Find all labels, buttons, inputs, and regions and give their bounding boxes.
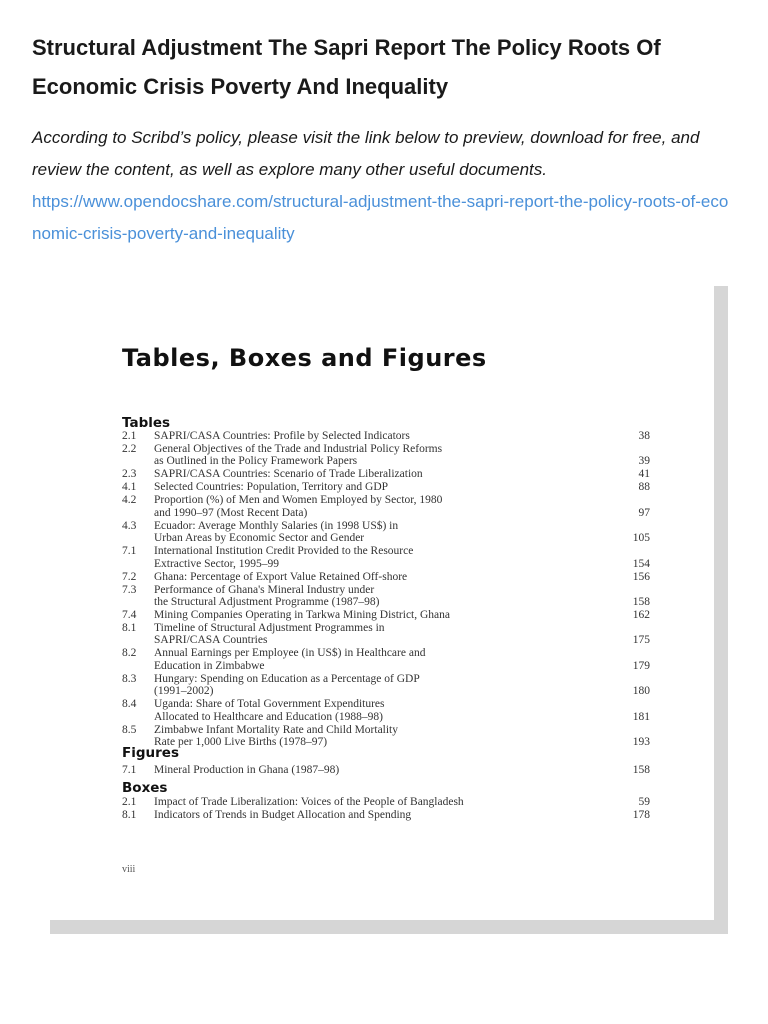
boxes-section-label: Boxes xyxy=(122,780,168,796)
entry-page-number: 97 xyxy=(638,506,650,519)
entry-number: 2.2 xyxy=(122,443,137,455)
tables-entry xyxy=(122,609,650,621)
document-heading: Tables, Boxes and Figures xyxy=(122,344,487,372)
page-folio: viii xyxy=(122,864,136,875)
entry-title xyxy=(154,520,614,545)
entry-number: 7.1 xyxy=(122,545,137,558)
entry-title-line: Selected Countries: Population, Territory and GDP xyxy=(154,481,389,494)
entry-title xyxy=(154,609,614,621)
entry-title-line: SAPRI/CASA Countries: Scenario of Trade Liberalization xyxy=(154,468,423,481)
entry-title-line: SAPRI/CASA Countries xyxy=(154,634,268,647)
entry-number: 8.4 xyxy=(122,698,137,711)
entry-page-number: 38 xyxy=(638,430,650,442)
entry-number: 8.1 xyxy=(122,622,137,634)
entry-number: 8.2 xyxy=(122,647,137,660)
entry-title-line: Annual Earnings per Employee (in US$) in Healthcare and xyxy=(154,647,426,660)
tables-entry xyxy=(122,545,650,570)
entry-title xyxy=(154,724,614,749)
entry-page-number: 179 xyxy=(632,659,650,672)
entry-number: 4.3 xyxy=(122,519,137,532)
entry-title-line: General Objectives of the Trade and Industrial Policy Reforms xyxy=(154,443,443,455)
tables-entry xyxy=(122,673,650,698)
entry-title xyxy=(154,443,614,468)
tables-entry xyxy=(122,698,650,723)
entry-title xyxy=(154,481,614,493)
entry-number: 7.3 xyxy=(122,583,137,596)
entry-number: 2.1 xyxy=(122,796,137,808)
entry-number: 4.1 xyxy=(122,481,137,494)
entry-number: 7.1 xyxy=(122,764,137,776)
tables-entry xyxy=(122,468,650,480)
entry-number: 2.1 xyxy=(122,430,137,442)
tables-entry xyxy=(122,430,650,442)
entry-title xyxy=(154,494,614,519)
entry-title xyxy=(154,468,614,480)
entry-title-line: Ghana: Percentage of Export Value Retained Off-shore xyxy=(154,570,408,583)
tables-entry xyxy=(122,647,650,672)
entry-title xyxy=(154,584,614,609)
tables-entry xyxy=(122,520,650,545)
entry-title xyxy=(154,796,614,808)
entry-title-line: Hungary: Spending on Education as a Percentage of GDP xyxy=(154,672,420,685)
entry-page-number: 178 xyxy=(632,809,650,821)
figures-entry xyxy=(122,764,650,776)
entry-title xyxy=(154,622,614,647)
entry-number: 7.4 xyxy=(122,609,137,621)
entry-title-line: (1991–2002) xyxy=(154,685,214,698)
entry-title-line: Performance of Ghana's Mineral Industry under xyxy=(154,583,375,596)
entry-page-number: 193 xyxy=(632,735,650,748)
entry-page-number: 162 xyxy=(632,609,650,621)
entry-title xyxy=(154,571,614,583)
figures-section-label: Figures xyxy=(122,745,179,761)
entry-title-line: Education in Zimbabwe xyxy=(154,659,265,672)
entry-title-line: Proportion (%) of Men and Women Employed by Sector, 1980 xyxy=(154,494,443,507)
entry-page-number: 156 xyxy=(632,570,650,583)
entry-title-line: Ecuador: Average Monthly Salaries (in 1998 US$) in xyxy=(154,519,399,532)
entry-page-number: 41 xyxy=(638,468,650,481)
entry-title-line: Uganda: Share of Total Government Expenditures xyxy=(154,698,385,711)
entry-page-number: 158 xyxy=(632,764,650,776)
page-title: Structural Adjustment The Sapri Report The Policy Roots Of Economic Crisis Poverty And Inequality xyxy=(32,35,661,99)
tables-entry xyxy=(122,443,650,468)
entry-number: 8.5 xyxy=(122,723,137,736)
tables-entry xyxy=(122,481,650,493)
entry-title-line: Mining Companies Operating in Tarkwa Mining District, Ghana xyxy=(154,609,451,621)
entry-title-line: and 1990–97 (Most Recent Data) xyxy=(154,506,308,519)
entry-number: 8.1 xyxy=(122,809,137,821)
entry-title xyxy=(154,809,614,821)
boxes-entry xyxy=(122,809,650,821)
entry-title-line: Extractive Sector, 1995–99 xyxy=(154,557,280,570)
entry-page-number: 180 xyxy=(632,685,650,698)
boxes-entry xyxy=(122,796,650,808)
entry-title-line: as Outlined in the Policy Framework Papers xyxy=(154,455,358,468)
tables-section-label: Tables xyxy=(122,415,171,431)
tables-entry xyxy=(122,494,650,519)
entry-title-line: the Structural Adjustment Programme (1987–98) xyxy=(154,596,380,608)
tables-entry xyxy=(122,622,650,647)
download-link[interactable]: https://www.opendocshare.com/structural-adjustment-the-sapri-report-the-policy-roots-of-economic-crisis-poverty-and-inequality xyxy=(32,192,729,243)
tables-entry xyxy=(122,571,650,583)
entry-title-line: Mineral Production in Ghana (1987–98) xyxy=(154,764,340,776)
entry-title-line: Indicators of Trends in Budget Allocation and Spending xyxy=(154,809,412,821)
entry-title xyxy=(154,764,614,776)
entry-title xyxy=(154,698,614,723)
entry-number: 2.3 xyxy=(122,468,137,481)
tables-entry xyxy=(122,584,650,609)
entry-page-number: 181 xyxy=(632,710,650,723)
entry-page-number: 158 xyxy=(632,595,650,608)
entry-title-line: Rate per 1,000 Live Births (1978–97) xyxy=(154,736,328,748)
entry-title-line: Impact of Trade Liberalization: Voices of the People of Bangladesh xyxy=(154,796,464,808)
entry-page-number: 105 xyxy=(632,532,650,545)
entry-page-number: 154 xyxy=(632,557,650,570)
entry-number: 4.2 xyxy=(122,494,137,507)
entry-number: 8.3 xyxy=(122,672,137,685)
entry-page-number: 59 xyxy=(638,796,650,808)
entry-page-number: 39 xyxy=(638,455,650,468)
entry-number: 7.2 xyxy=(122,570,137,583)
entry-title-line: SAPRI/CASA Countries: Profile by Selected Indicators xyxy=(154,430,410,442)
tables-entry xyxy=(122,724,650,749)
entry-title-line: Urban Areas by Economic Sector and Gender xyxy=(154,532,365,545)
entry-page-number: 175 xyxy=(632,634,650,647)
entry-title-line: Allocated to Healthcare and Education (1988–98) xyxy=(154,710,383,723)
entry-title xyxy=(154,647,614,672)
entry-title xyxy=(154,545,614,570)
entry-title-line: International Institution Credit Provided to the Resource xyxy=(154,545,414,558)
entry-title xyxy=(154,673,614,698)
entry-page-number: 88 xyxy=(638,481,650,494)
document-preview xyxy=(50,286,714,920)
intro-text: According to Scribd’s policy, please visit the link below to preview, download for free, and review the content, as well as explore many other useful documents. xyxy=(32,128,700,179)
entry-title-line: Zimbabwe Infant Mortality Rate and Child Mortality xyxy=(154,723,399,736)
entry-title xyxy=(154,430,614,442)
entry-title-line: Timeline of Structural Adjustment Programmes in xyxy=(154,622,385,634)
